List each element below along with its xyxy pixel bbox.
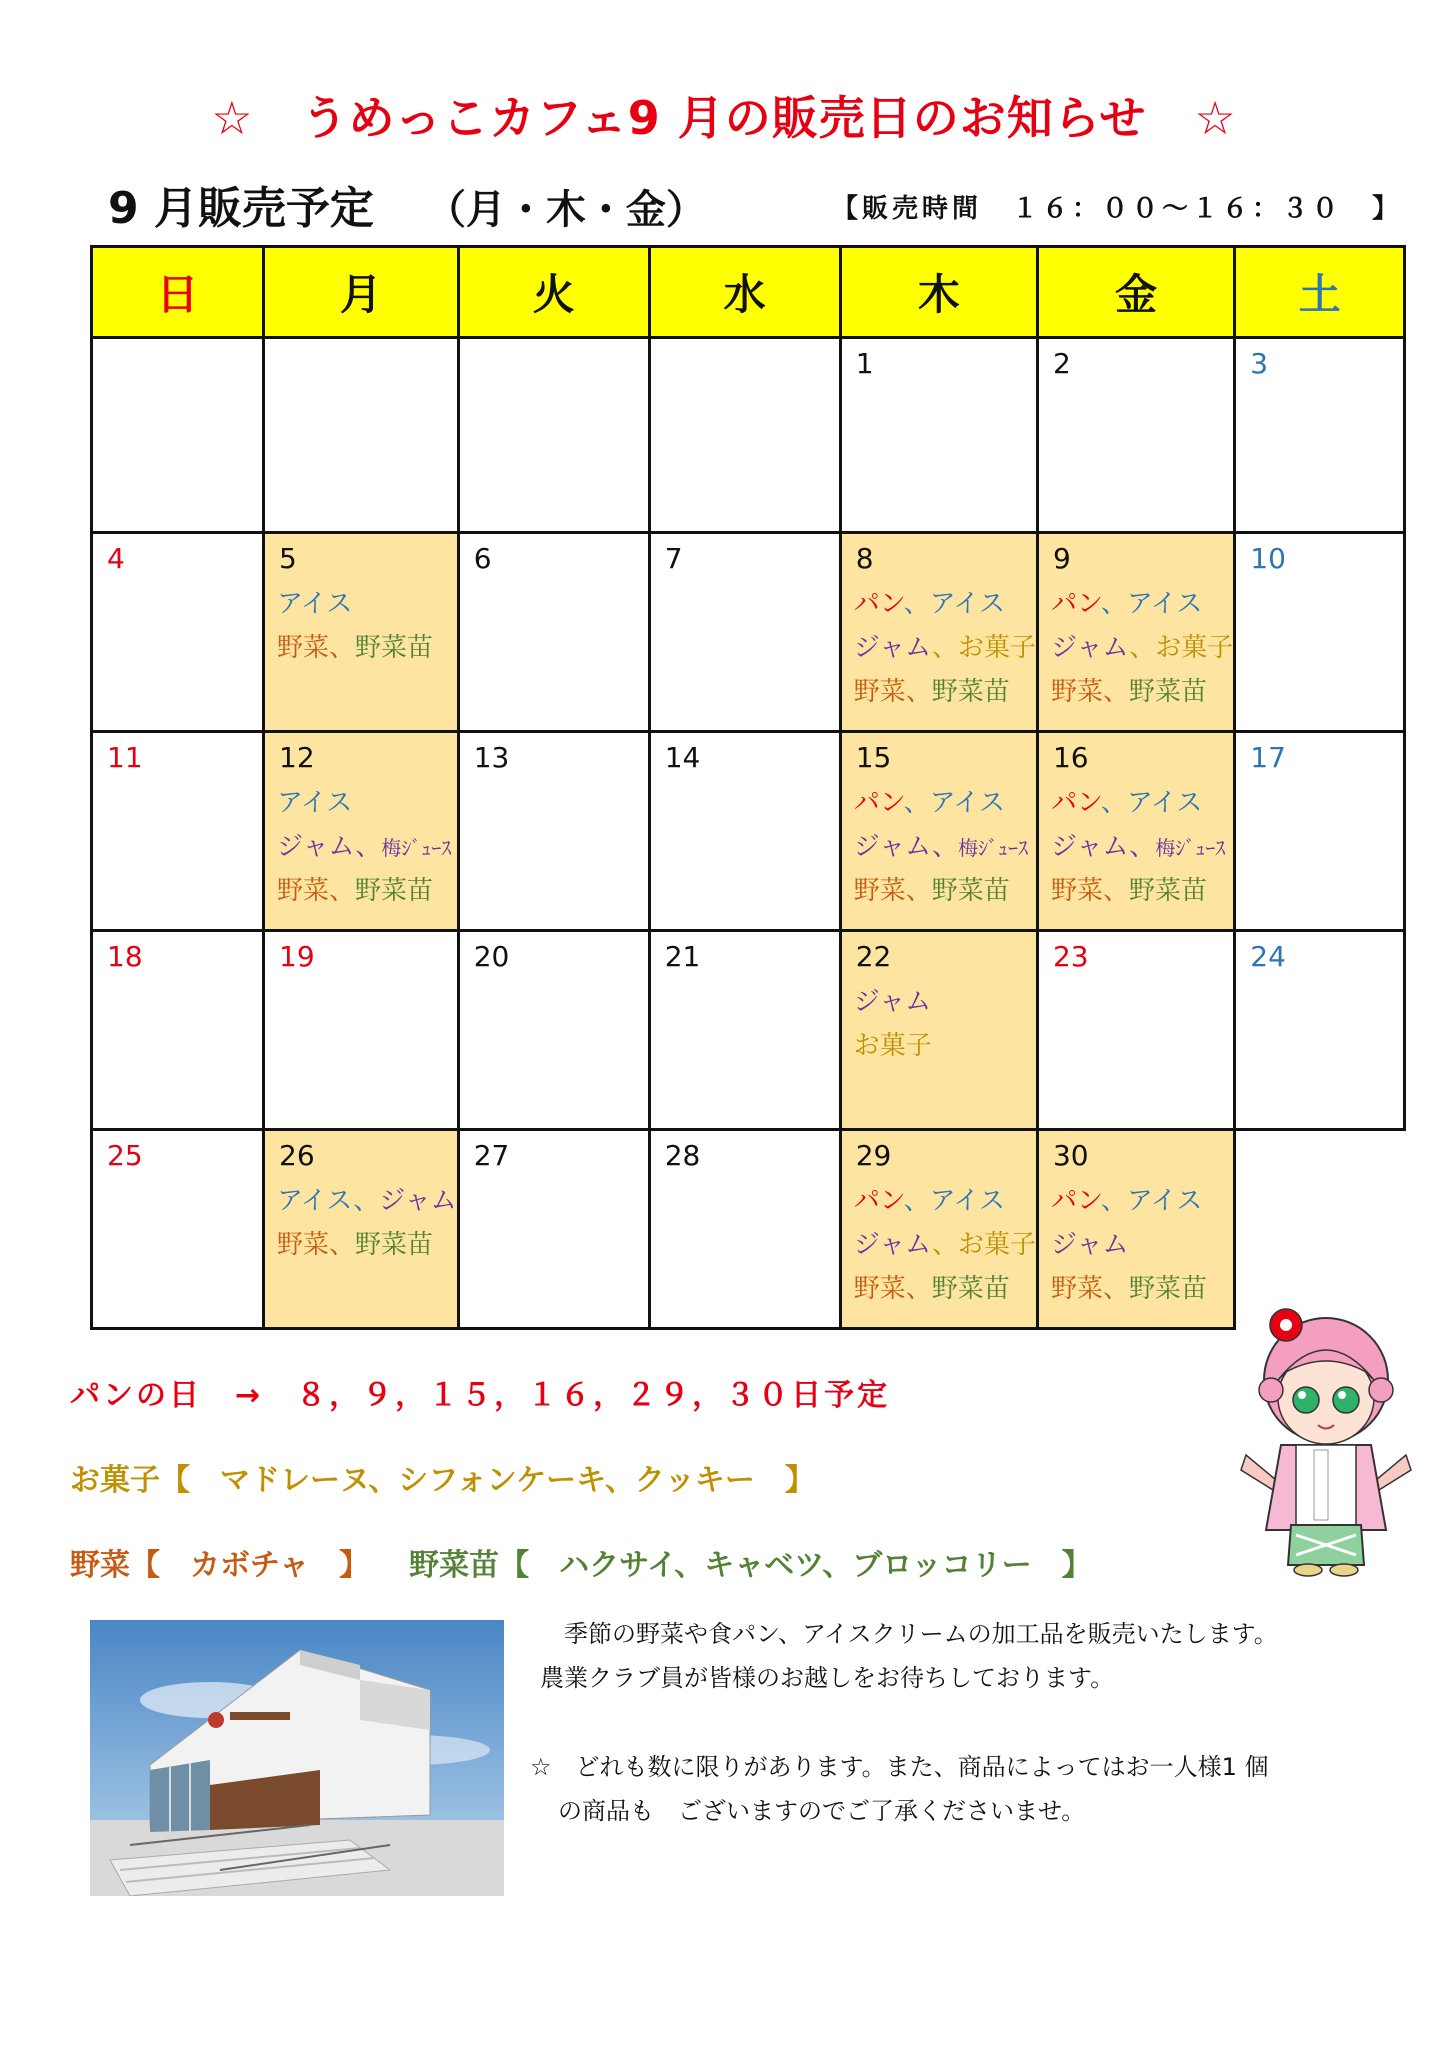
item-line [277,626,457,670]
item-ice: アイス [1126,788,1203,818]
item-seedlings: 野菜苗 [1129,876,1208,906]
item-sep: 、 [905,876,932,906]
day-cell-sale [1037,533,1234,732]
item-sep: 、 [931,1230,958,1260]
item-ume-juice: 梅ｼﾞｭｰｽ [957,836,1028,860]
day-cell [92,1130,264,1329]
item-sep: 、 [903,788,930,818]
day-cell [458,931,649,1130]
item-veg: 野菜 [277,633,330,663]
item-ume-juice: 梅ｼﾞｭｰｽ [1155,836,1226,860]
item-ice: アイス [277,589,353,619]
item-sep: 、 [903,1186,930,1216]
day-number: 22 [855,940,892,973]
day-cell [92,533,264,732]
day-cell [458,533,649,732]
day-cell-sale [840,533,1037,732]
star-icon: ☆ [211,91,254,145]
page-title [0,82,1448,148]
month-title: 9 月販売予定 [108,183,374,234]
day-cell [649,1130,840,1329]
item-line [854,1179,1036,1223]
week-row [92,338,1405,533]
weekday-tue: 火 [458,247,649,338]
item-line [854,825,1036,869]
item-pan: パン [853,1186,904,1216]
day-number: 23 [1052,940,1089,973]
item-sep: 、 [329,633,356,663]
item-sep: 、 [353,1186,380,1216]
item-veg: 野菜 [853,876,906,906]
item-pan: パン [1050,1186,1101,1216]
day-number: 8 [855,542,874,575]
item-line [854,1223,1036,1267]
day-cell [649,931,840,1130]
weekday-thu: 木 [840,247,1037,338]
day-cell [458,1130,649,1329]
calendar [90,245,1406,1330]
day-cell [458,732,649,931]
item-sep: 、 [1100,788,1127,818]
weekday-fri: 金 [1037,247,1234,338]
day-number: 18 [107,940,143,973]
vegetable-list: 野菜【 カボチャ 】 [70,1548,370,1583]
item-pan: パン [1050,589,1101,619]
item-veg: 野菜 [1050,876,1103,906]
item-jam: ジャム [1050,832,1130,862]
weekday-mon: 月 [264,247,459,338]
item-seedlings: 野菜苗 [355,1230,434,1260]
notice [530,1745,1410,1833]
item-line [1051,670,1233,714]
day-cell-sale [840,931,1037,1130]
item-seedlings: 野菜苗 [1129,677,1208,707]
day-cell [264,931,459,1130]
day-cell-empty [264,338,459,533]
sale-hours: 【販売時間 １６：００〜１６：３０ 】 [832,194,1403,224]
subheader [108,172,1403,234]
day-number: 25 [107,1139,143,1172]
day-cell-empty [649,338,840,533]
item-sep: 、 [1103,677,1130,707]
day-number: 5 [279,542,297,575]
day-cell [840,338,1037,533]
weekday-sun: 日 [92,247,264,338]
item-seedlings: 野菜苗 [931,876,1010,906]
description-line-1: 季節の野菜や食パン、アイスクリームの加工品を販売いたします。 [564,1620,1278,1648]
day-cell-sale [1037,732,1234,931]
item-pan: パン [1050,788,1101,818]
item-jam: ジャム [853,1230,932,1260]
weekday-header [92,247,1405,338]
day-cell-empty [458,338,649,533]
item-jam: ジャム [1050,1230,1129,1260]
item-sep: 、 [329,1230,356,1260]
day-cell [1037,931,1234,1130]
day-number: 4 [107,542,125,575]
day-number: 17 [1250,741,1286,774]
day-number: 11 [107,741,143,774]
item-seedlings: 野菜苗 [931,677,1010,707]
day-cell-empty [92,338,264,533]
day-cell [92,732,264,931]
day-number: 10 [1250,542,1286,575]
item-line [1051,869,1233,913]
item-sep: 、 [905,677,932,707]
day-number: 3 [1250,347,1269,380]
day-number: 2 [1052,347,1071,380]
item-sep: 、 [1100,1186,1127,1216]
day-cell [1235,732,1405,931]
item-veg: 野菜 [853,1274,906,1304]
day-number: 15 [855,741,892,774]
item-line [854,1024,1036,1068]
item-sep: 、 [1103,876,1130,906]
day-number: 7 [664,542,683,575]
day-cell-sale [264,732,459,931]
item-ume-juice: 梅ｼﾞｭｰｽ [381,836,452,860]
item-veg: 野菜 [1050,677,1103,707]
day-cell-sale [840,732,1037,931]
item-line [854,869,1036,913]
item-ice: アイス [929,1186,1006,1216]
item-jam: ジャム [853,633,932,663]
day-number: 21 [664,940,701,973]
item-seedlings: 野菜苗 [1129,1274,1208,1304]
item-veg: 野菜 [1050,1274,1103,1304]
day-cell [1235,931,1405,1130]
item-seedlings: 野菜苗 [355,633,434,663]
item-sep: 、 [931,633,958,663]
week-row [92,1130,1405,1329]
item-veg: 野菜 [277,1230,330,1260]
day-cell [92,931,264,1130]
day-number: 24 [1250,940,1286,973]
item-pan: パン [853,788,904,818]
item-veg: 野菜 [853,677,906,707]
day-cell [1235,533,1405,732]
star-icon: ☆ [1194,91,1237,145]
item-sweets: お菓子 [1155,633,1234,663]
item-jam: ジャム [853,987,932,1017]
item-seedlings: 野菜苗 [355,876,434,906]
title-text: うめっこカフェ9 月の販売日のお知らせ [301,91,1147,145]
item-sep: 、 [1103,1274,1130,1304]
item-sweets: お菓子 [957,1230,1036,1260]
item-line [854,626,1036,670]
item-line [277,781,457,825]
item-sep: 、 [905,1274,932,1304]
item-line [854,670,1036,714]
notice-line-2: の商品も ございますのでご了承くださいませ。 [558,1797,1086,1825]
item-seedlings: 野菜苗 [931,1274,1010,1304]
day-number: 6 [473,542,492,575]
item-line [277,825,457,869]
item-sep: 、 [1100,589,1127,619]
item-ice: アイス [929,589,1006,619]
day-cell [1037,338,1234,533]
item-line [1051,626,1233,670]
mascot-image [1226,1280,1426,1580]
item-ice: アイス [277,1186,354,1216]
day-number: 9 [1052,542,1071,575]
day-number: 30 [1052,1139,1089,1172]
item-line [854,1267,1036,1311]
day-cell-sale [1037,1130,1234,1329]
day-number: 14 [664,741,701,774]
item-line [1051,1267,1233,1311]
item-line [854,781,1036,825]
item-pan: パン [853,589,904,619]
day-number: 19 [279,940,315,973]
item-line [854,582,1036,626]
weekday-sat: 土 [1235,247,1405,338]
day-cell-sale [264,1130,459,1329]
day-number: 13 [473,741,510,774]
notice-line-1: ☆ どれも数に限りがあります。また、商品によってはお一人様1 個 [530,1753,1269,1781]
item-jam: ジャム [277,832,356,862]
day-cell-sale [264,533,459,732]
building-photo [90,1620,504,1896]
item-sweets: お菓子 [853,1031,932,1061]
week-row [92,732,1405,931]
weekday-wed: 水 [649,247,840,338]
item-line [277,1179,457,1223]
item-jam: ジャム [1050,633,1130,663]
item-line [1051,781,1233,825]
item-veg: 野菜 [277,876,330,906]
item-sweets: お菓子 [957,633,1036,663]
description [540,1612,1420,1700]
item-line [854,980,1036,1024]
day-number: 28 [664,1139,701,1172]
item-ice: アイス [1126,589,1203,619]
day-number: 29 [855,1139,892,1172]
item-jam: ジャム [853,832,932,862]
item-line [277,582,457,626]
seedling-list: 野菜苗【 ハクサイ、キャベツ、ブロッコリー 】 [409,1548,1092,1583]
item-ice: アイス [929,788,1006,818]
item-line [1051,1179,1233,1223]
day-number: 26 [279,1139,315,1172]
day-cell [1235,338,1405,533]
week-row [92,533,1405,732]
description-line-2: 農業クラブ員が皆様のお越しをお待ちしております。 [540,1664,1115,1692]
item-sep: 、 [329,876,356,906]
item-line [1051,1223,1233,1267]
day-number: 12 [279,741,315,774]
week-row [92,931,1405,1130]
item-ice: アイス [1126,1186,1203,1216]
sale-weekdays: （月・木・金） [425,187,706,233]
item-sep: 、 [903,589,930,619]
item-line [277,1223,457,1267]
item-line [1051,825,1233,869]
vegetable-line [70,1540,1092,1584]
day-number: 27 [473,1139,510,1172]
item-ice: アイス [277,788,353,818]
day-cell [649,533,840,732]
item-line [1051,582,1233,626]
day-number: 1 [855,347,874,380]
sweets-line: お菓子【 マドレーヌ、シフォンケーキ、クッキー 】 [70,1463,815,1498]
item-jam: ジャム [379,1186,457,1216]
item-line [277,869,457,913]
day-number: 20 [473,940,510,973]
item-sep: 、 [355,832,382,862]
bread-days-line: パンの日 → ８，９，１５，１６，２９，３０日予定 [70,1378,891,1413]
item-sep: 、 [1129,633,1156,663]
day-cell [649,732,840,931]
item-sep: 、 [1129,832,1156,862]
item-sep: 、 [931,832,958,862]
day-number: 16 [1052,741,1089,774]
day-cell-sale [840,1130,1037,1329]
